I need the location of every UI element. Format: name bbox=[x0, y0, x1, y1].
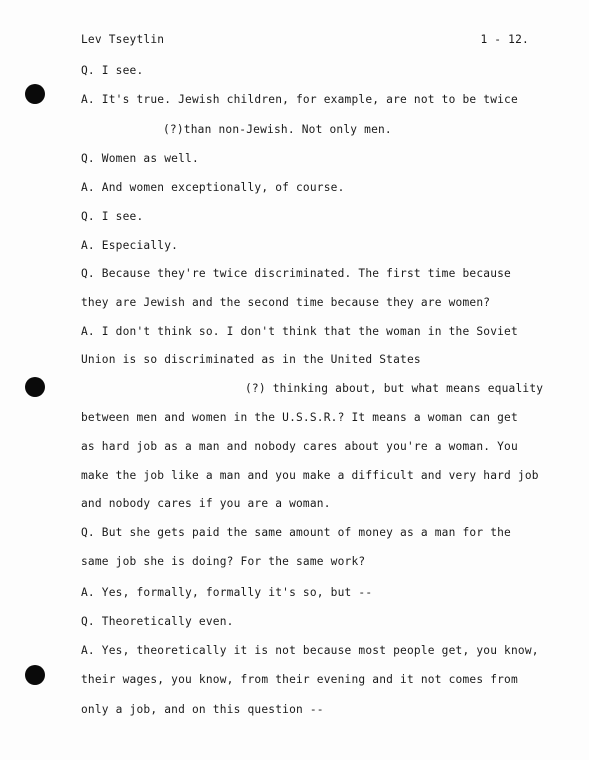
transcript-line: Q. Because they're twice discriminated. The first time because bbox=[81, 267, 511, 280]
punch-hole-middle bbox=[25, 377, 45, 397]
transcript-line: as hard job as a man and nobody cares about you're a woman. You bbox=[81, 440, 518, 453]
transcript-line: between men and women in the U.S.S.R.? It means a woman can get bbox=[81, 411, 518, 424]
transcript-line: A. It's true. Jewish children, for example, are not to be twice bbox=[81, 93, 518, 106]
punch-hole-top bbox=[25, 84, 45, 104]
transcript-line: A. Yes, formally, formally it's so, but -- bbox=[81, 586, 373, 599]
transcript-line: Q. Theoretically even. bbox=[81, 615, 234, 628]
transcript-line: Union is so discriminated as in the United States bbox=[81, 353, 421, 366]
transcript-line: A. Especially. bbox=[81, 239, 179, 252]
transcript-line: Q. I see. bbox=[81, 210, 144, 223]
transcript-line: Q. But she gets paid the same amount of money as a man for the bbox=[81, 526, 511, 539]
transcript-line: they are Jewish and the second time because they are women? bbox=[81, 296, 491, 309]
transcript-line: and nobody cares if you are a woman. bbox=[81, 497, 331, 510]
transcript-line: A. Yes, theoretically it is not because most people get, you know, bbox=[81, 644, 539, 657]
transcript-line: Q. I see. bbox=[81, 64, 144, 77]
transcript-line: (?) thinking about, but what means equality bbox=[245, 382, 544, 395]
transcript-line: make the job like a man and you make a difficult and very hard job bbox=[81, 469, 539, 482]
header-name: Lev Tseytlin bbox=[81, 33, 165, 46]
punch-hole-bottom bbox=[25, 665, 45, 685]
transcript-line: Q. Women as well. bbox=[81, 152, 199, 165]
transcript-line: only a job, and on this question -- bbox=[81, 703, 324, 716]
transcript-line: their wages, you know, from their evening and it not comes from bbox=[81, 673, 518, 686]
transcript-line: A. I don't think so. I don't think that the woman in the Soviet bbox=[81, 325, 518, 338]
transcript-line: A. And women exceptionally, of course. bbox=[81, 181, 345, 194]
header-page-number: 1 - 12. bbox=[480, 33, 529, 46]
transcript-line: same job she is doing? For the same work? bbox=[81, 555, 366, 568]
transcript-line: (?)than non-Jewish. Not only men. bbox=[163, 123, 392, 136]
